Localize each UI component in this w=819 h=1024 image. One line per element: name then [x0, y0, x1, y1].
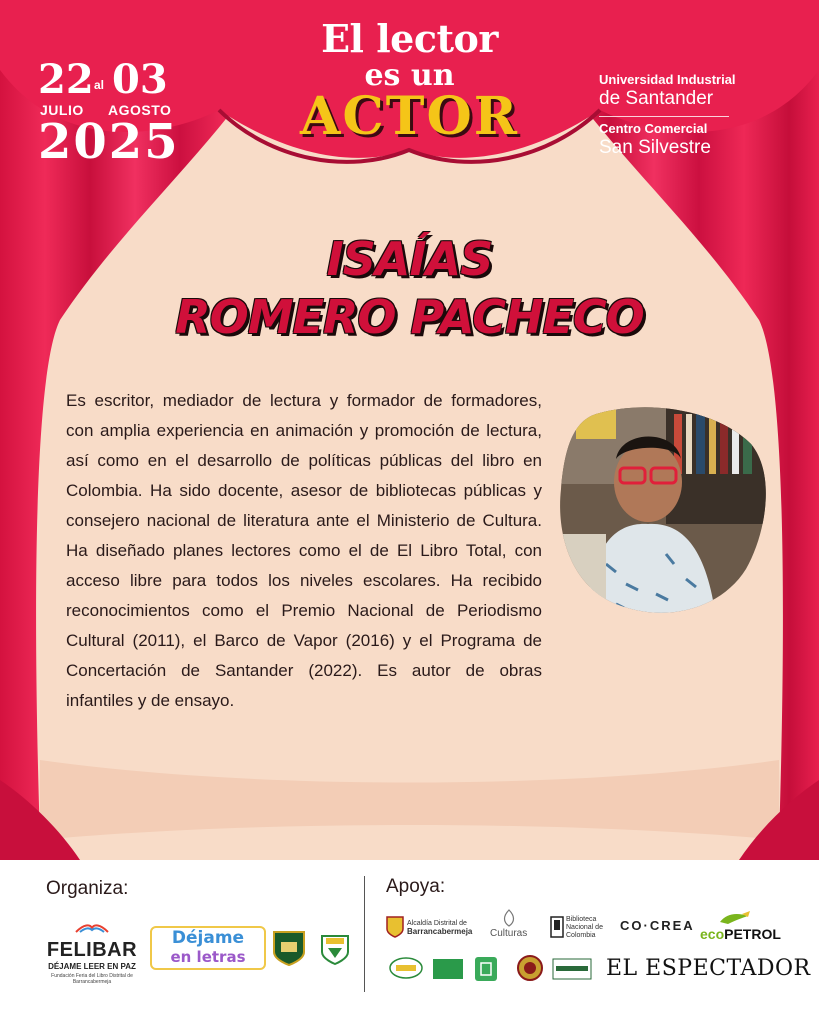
alcaldia-logo	[407, 920, 487, 937]
date-start-month: JULIO	[40, 102, 84, 118]
iguana-icon	[718, 908, 752, 926]
sansilvestre-logo-icon	[388, 956, 424, 980]
date-end-month: AGOSTO	[108, 102, 172, 118]
footer-divider	[364, 876, 365, 992]
felibar-name: FELIBAR	[46, 939, 138, 961]
el-espectador-logo: EL ESPECTADOR	[606, 956, 811, 981]
green-badge-icon	[432, 958, 464, 980]
culturas-leaf-icon	[500, 908, 518, 928]
venue-2-line2: San Silvestre	[599, 137, 711, 158]
alcaldia-line2: Barrancabermeja	[407, 927, 473, 936]
date-end-day: 03	[112, 56, 168, 103]
venue-divider	[599, 116, 729, 117]
dejame-line1: Déjame	[171, 928, 245, 948]
biblioteca-logo	[566, 916, 616, 940]
date-year: 2025	[38, 114, 180, 170]
gold-seal-icon	[516, 954, 544, 982]
person-bio: Es escritor, mediador de lectura y formador de formadores, con amplia experiencia en animación y promoción de lectura, así como en el desarrollo de políticas públicas del libro en Colombia. Ha sido docente, asesor de bibliotecas públicas y consejero nacional de literatura ante el Ministerio de Cultura. Ha diseñado planes lectores como el de El Libro Total, con acceso libre para todos los niveles escolares. Ha recibido reconocimientos como el Premio Nacional de Periodismo Cultural (2011), el Barco de Vapor (2016) y el Programa de Concertación de Santander (2022). Es autor de obras infantiles y de ensayo.	[66, 391, 542, 710]
felibar-subtitle: Fundación Feria del Libro Distrital de Barrancabermeja	[51, 973, 133, 985]
school-emblem-icon	[318, 932, 352, 966]
shield-emblem-icon	[272, 930, 306, 966]
cocrea-logo: CO·CREA	[620, 918, 695, 933]
dejame-en-letras-logo	[150, 926, 266, 970]
alcaldia-line1: Alcaldía Distrital de	[407, 920, 467, 927]
biblioteca-line2: Nacional de	[566, 924, 603, 931]
event-title-line1: El lector	[321, 16, 498, 61]
date-separator: al	[94, 78, 105, 92]
venues-block	[599, 72, 779, 159]
organizers-heading: Organiza:	[46, 878, 129, 899]
felibar-tagline: DÉJAME LEER EN PAZ	[48, 962, 136, 971]
supporters-heading: Apoya:	[386, 876, 446, 897]
person-name-last: ROMERO PACHECO	[175, 290, 644, 344]
person-name-first: ISAÍAS	[326, 232, 493, 286]
person-photo	[556, 404, 766, 618]
biblioteca-icon	[550, 916, 564, 938]
felibar-logo	[44, 920, 140, 985]
culturas-logo: Culturas	[490, 928, 528, 939]
venue-1-line1: Universidad Industrial	[599, 72, 736, 87]
ecopetrol-prefix: eco	[700, 926, 725, 942]
biblioteca-line1: Biblioteca	[566, 916, 597, 923]
date-start-day: 22	[38, 56, 94, 103]
green-square-icon	[474, 956, 498, 982]
ecopetrol-logo	[700, 926, 781, 942]
event-title-highlight: ACTOR	[300, 86, 519, 147]
event-title-line2: es un	[364, 58, 455, 93]
book-icon	[72, 920, 112, 934]
ecopetrol-suffix: PETROL	[724, 926, 781, 942]
gobernacion-santander-icon	[552, 958, 592, 980]
biblioteca-line3: Colombia	[566, 932, 596, 939]
venue-2-line1: Centro Comercial	[599, 121, 708, 136]
alcaldia-shield-icon	[386, 916, 404, 938]
dejame-line2: en letras	[170, 948, 246, 966]
venue-1-line2: de Santander	[599, 88, 714, 109]
